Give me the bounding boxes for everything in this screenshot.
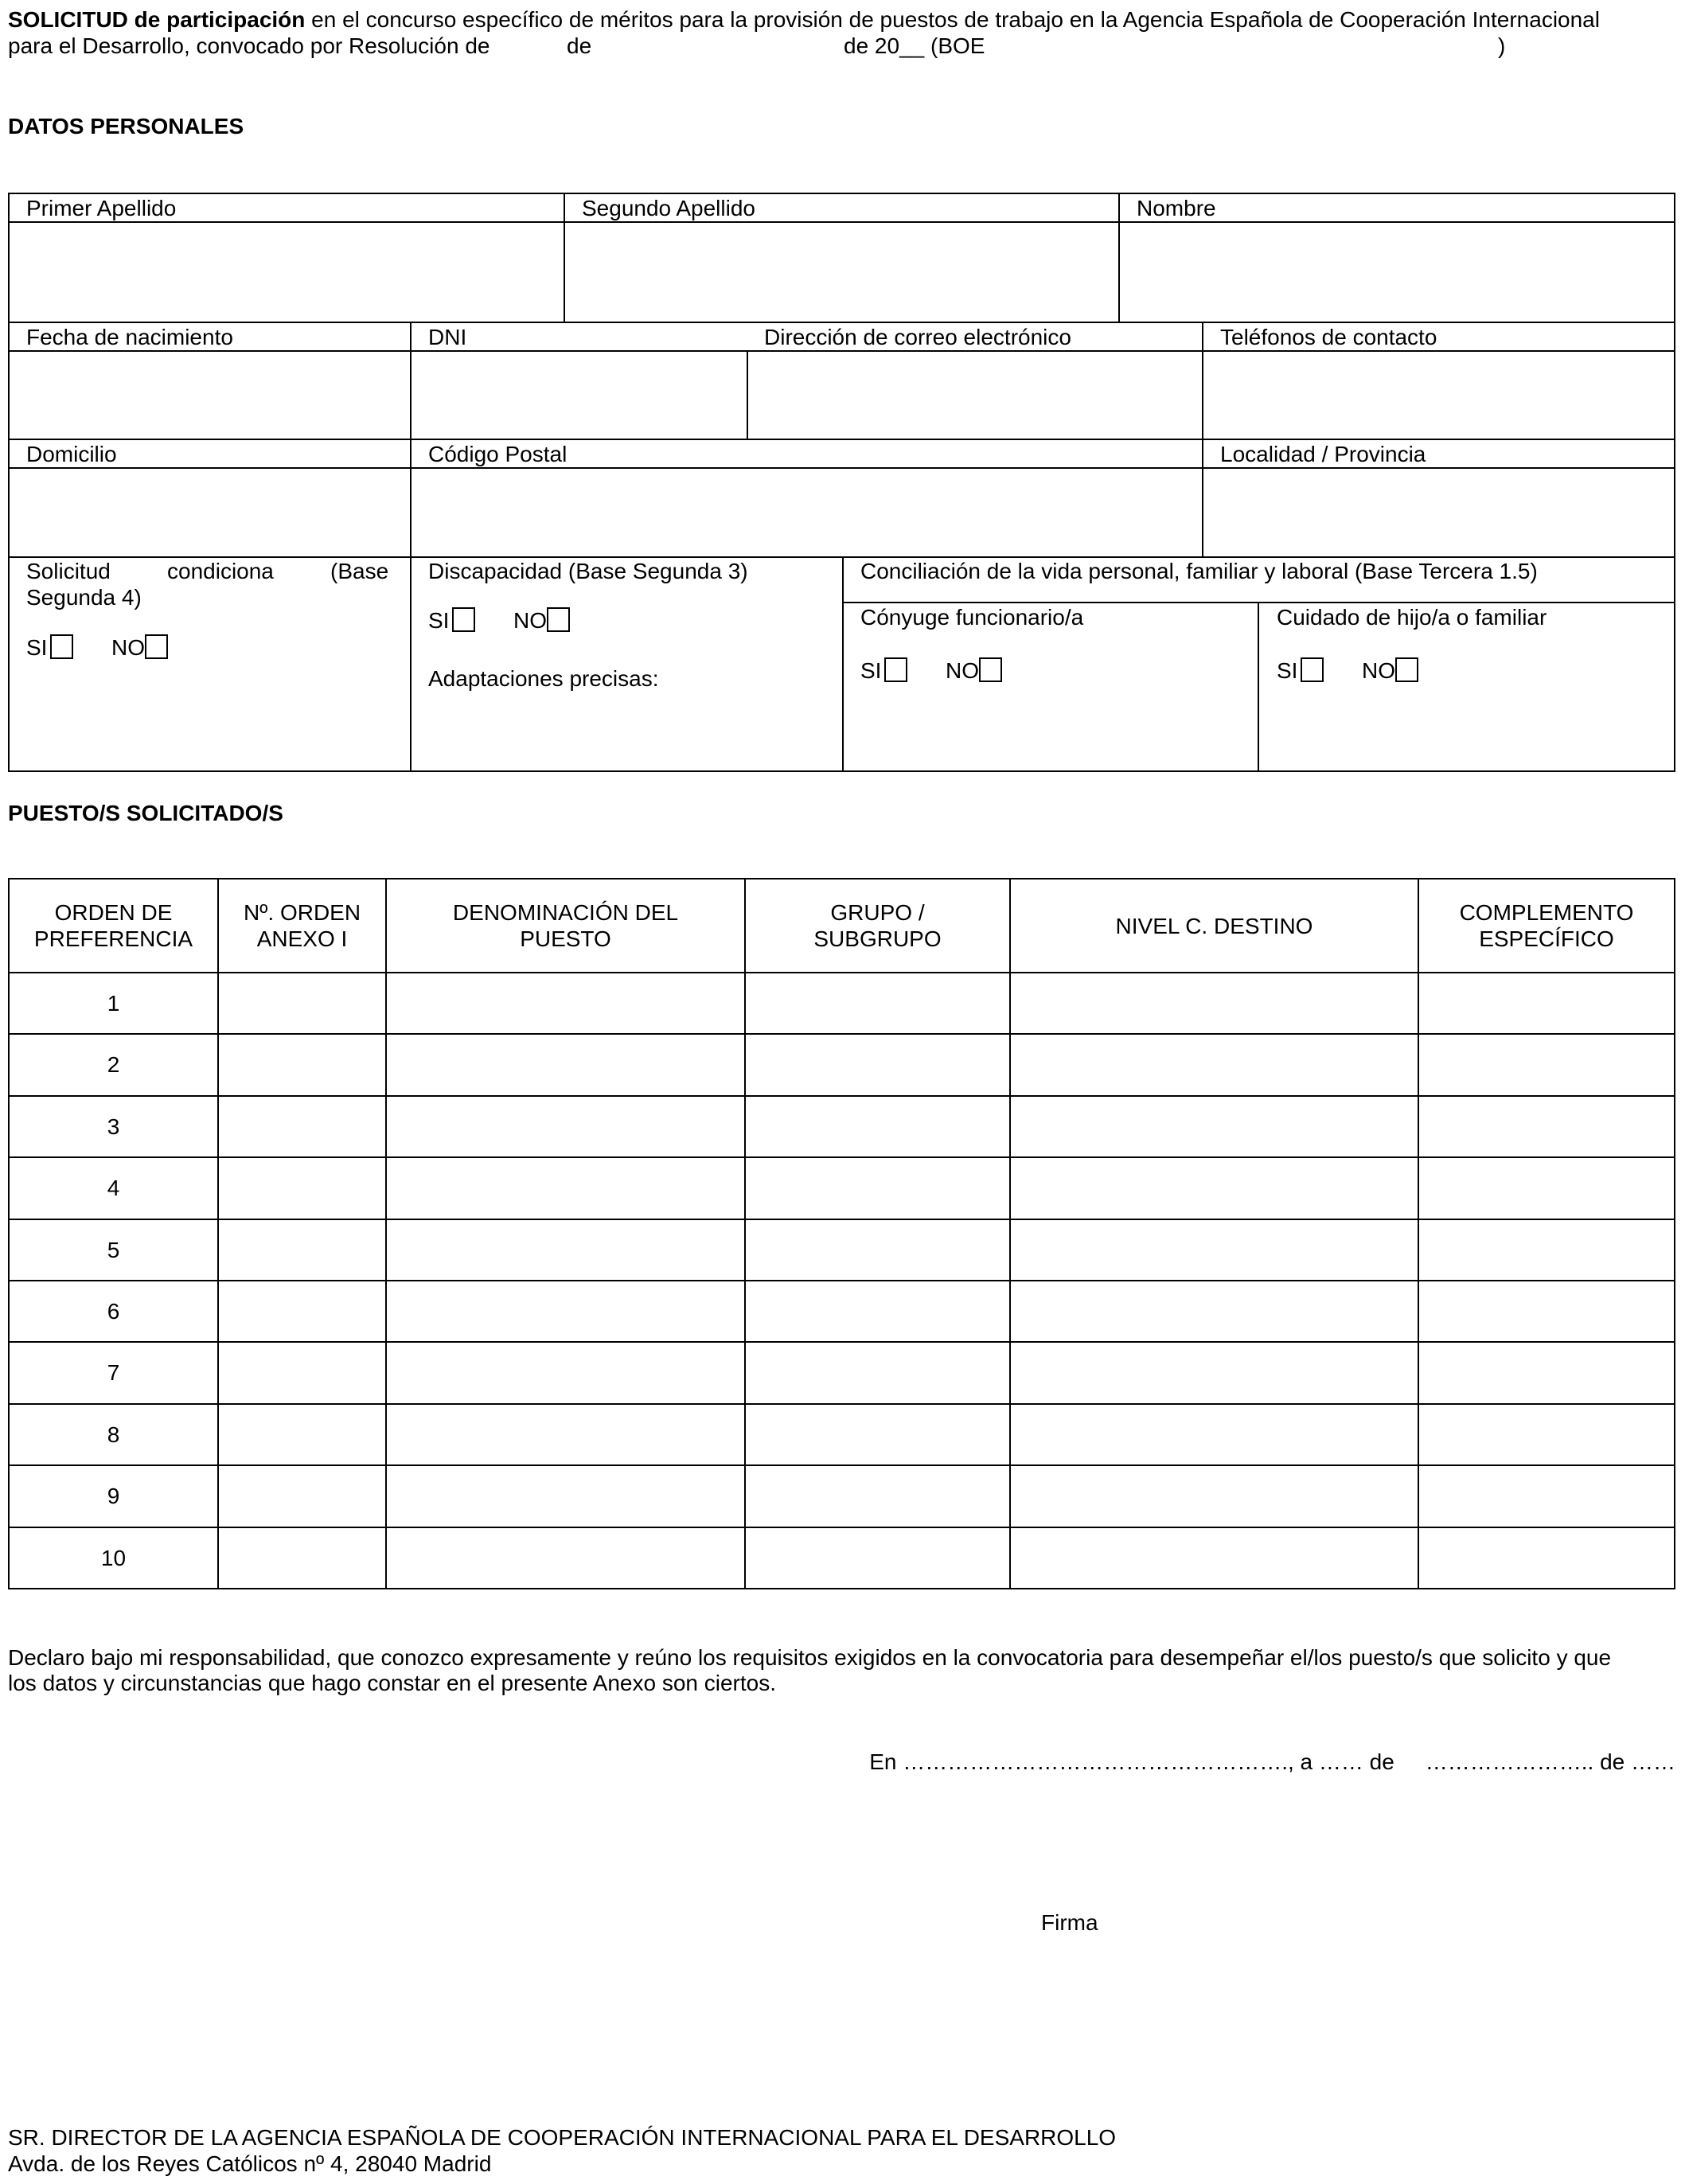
codigo-postal-field[interactable] (411, 469, 1202, 556)
conyuge-no-checkbox[interactable] (979, 657, 1002, 682)
footer-address: Avda. de los Reyes Católicos nº 4, 28040 Madrid (8, 2151, 492, 2176)
puesto-complemento-field[interactable] (1419, 1281, 1674, 1341)
primer-apellido-field[interactable] (10, 223, 564, 322)
primer-apellido-label: Primer Apellido (26, 196, 177, 220)
puesto-grupo-field[interactable] (746, 1097, 1009, 1156)
header-numero-orden (219, 879, 385, 972)
intro-bold: SOLICITUD de participación (8, 7, 306, 32)
nombre-field[interactable] (1120, 223, 1674, 322)
puesto-nivel-field[interactable] (1011, 1528, 1418, 1588)
dni-label: DNI (428, 325, 467, 349)
puesto-denominacion-field[interactable] (387, 1281, 744, 1341)
puesto-numero-orden-field[interactable] (219, 1343, 385, 1402)
firma-label: Firma (1041, 1910, 1098, 1935)
conyuge-si-checkbox[interactable] (884, 657, 907, 682)
puesto-complemento-field[interactable] (1419, 1405, 1674, 1464)
header-grupo (746, 879, 1009, 972)
puesto-numero-orden-field[interactable] (219, 1528, 385, 1588)
puesto-grupo-field[interactable] (746, 1528, 1009, 1588)
row-number: 3 (107, 1113, 120, 1139)
puesto-denominacion-field[interactable] (387, 1466, 744, 1526)
discapacidad-no-checkbox[interactable] (547, 607, 570, 632)
intro-line-2b: de (567, 33, 592, 58)
puesto-numero-orden-field[interactable] (219, 973, 385, 1033)
intro-line-1 (8, 7, 1600, 33)
cuidado-no-checkbox[interactable] (1395, 657, 1418, 682)
puesto-grupo-field[interactable] (746, 1158, 1009, 1218)
header-denominacion (387, 879, 744, 972)
header-text: NIVEL C. DESTINO (1115, 913, 1313, 938)
adaptaciones-label: Adaptaciones precisas: (428, 666, 659, 691)
puesto-complemento-field[interactable] (1419, 973, 1674, 1033)
puesto-nivel-field[interactable] (1011, 1466, 1418, 1526)
localidad-label: Localidad / Provincia (1220, 442, 1426, 466)
nombre-label: Nombre (1137, 196, 1216, 220)
intro-line-2d: ) (1498, 33, 1506, 58)
solicitud-no-checkbox[interactable] (145, 634, 168, 659)
localidad-field[interactable] (1203, 469, 1674, 556)
row-number: 2 (107, 1051, 120, 1077)
telefonos-field[interactable] (1203, 352, 1674, 439)
correo-field[interactable] (748, 352, 1202, 439)
header-text: ANEXO I (256, 926, 348, 951)
header-orden-preferencia (10, 879, 217, 972)
no-label: NO (111, 635, 145, 660)
fecha-nacimiento-label: Fecha de nacimiento (26, 325, 233, 349)
puesto-complemento-field[interactable] (1419, 1343, 1674, 1402)
discapacidad-si-option (428, 607, 475, 634)
puesto-complemento-field[interactable] (1419, 1035, 1674, 1094)
puesto-denominacion-field[interactable] (387, 1035, 744, 1094)
puesto-complemento-field[interactable] (1419, 1528, 1674, 1588)
puesto-complemento-field[interactable] (1419, 1220, 1674, 1280)
puesto-complemento-field[interactable] (1419, 1466, 1674, 1526)
fecha-nacimiento-field[interactable] (10, 352, 410, 439)
puesto-numero-orden-field[interactable] (219, 1281, 385, 1341)
header-text: GRUPO / (830, 900, 925, 925)
puesto-numero-orden-field[interactable] (219, 1466, 385, 1526)
row-number: 5 (107, 1237, 120, 1262)
header-text: Nº. ORDEN (243, 900, 361, 925)
lugar-fecha-line: En ……………………………………………., a …… de ………………….. de …… (869, 1749, 1675, 1774)
intro-text: en el concurso específico de méritos para la provisión de puestos de trabajo en la Agencia Española de Cooperación Internacional (311, 7, 1600, 32)
correo-label: Dirección de correo electrónico (764, 325, 1071, 349)
codigo-postal-label: Código Postal (428, 442, 568, 466)
header-text: PUESTO (520, 926, 611, 951)
puesto-denominacion-field[interactable] (387, 973, 744, 1033)
segundo-apellido-label: Segundo Apellido (582, 196, 755, 220)
row-number: 1 (107, 990, 120, 1016)
solicitud-si-option (26, 634, 73, 661)
puesto-denominacion-field[interactable] (387, 1405, 744, 1464)
puesto-denominacion-field[interactable] (387, 1528, 744, 1588)
datos-personales-heading: DATOS PERSONALES (8, 114, 244, 138)
puesto-nivel-field[interactable] (1011, 1097, 1418, 1156)
puesto-nivel-field[interactable] (1011, 1158, 1418, 1218)
header-text: SUBGRUPO (813, 926, 942, 951)
cuidado-no-option (1362, 657, 1418, 684)
puesto-nivel-field[interactable] (1011, 1220, 1418, 1280)
conciliacion-label: Conciliación de la vida personal, familiar y laboral (Base Tercera 1.5) (860, 559, 1538, 583)
row-number: 7 (107, 1359, 120, 1385)
puesto-grupo-field[interactable] (746, 1466, 1009, 1526)
discapacidad-si-checkbox[interactable] (452, 607, 475, 632)
puesto-numero-orden-field[interactable] (219, 1220, 385, 1280)
puesto-grupo-field[interactable] (746, 1220, 1009, 1280)
puestos-heading: PUESTO/S SOLICITADO/S (8, 801, 283, 825)
si-label: SI (26, 635, 48, 660)
puesto-grupo-field[interactable] (746, 1035, 1009, 1094)
no-label: NO (946, 658, 979, 683)
row-number: 4 (107, 1175, 120, 1200)
header-text: COMPLEMENTO (1459, 900, 1634, 925)
declaracion-line-2: los datos y circunstancias que hago constar en el presente Anexo son ciertos. (8, 1671, 777, 1695)
no-label: NO (513, 608, 547, 633)
solicitud-label-d: Segunda 4) (26, 585, 142, 610)
solicitud-no-option (111, 634, 168, 661)
header-nivel (1011, 879, 1418, 972)
solicitud-label-c: (Base (330, 559, 389, 583)
puesto-numero-orden-field[interactable] (219, 1097, 385, 1156)
si-label: SI (1277, 658, 1298, 683)
dni-field[interactable] (411, 352, 747, 439)
si-label: SI (428, 608, 450, 633)
conyuge-no-option (946, 657, 1002, 684)
puesto-grupo-field[interactable] (746, 1405, 1009, 1464)
segundo-apellido-field[interactable] (565, 223, 1118, 322)
row-number: 6 (107, 1298, 120, 1324)
domicilio-field[interactable] (10, 469, 410, 556)
conyuge-label: Cónyuge funcionario/a (860, 605, 1084, 630)
puesto-grupo-field[interactable] (746, 1281, 1009, 1341)
row-number: 9 (107, 1483, 120, 1508)
solicitud-label-a: Solicitud (26, 559, 111, 583)
puesto-grupo-field[interactable] (746, 973, 1009, 1033)
puesto-grupo-field[interactable] (746, 1343, 1009, 1402)
telefonos-label: Teléfonos de contacto (1220, 325, 1437, 349)
header-text: DENOMINACIÓN DEL (452, 900, 679, 925)
intro-line-2c: de 20__ (BOE (844, 33, 985, 58)
header-text: ORDEN DE (54, 900, 173, 925)
puesto-denominacion-field[interactable] (387, 1097, 744, 1156)
puesto-numero-orden-field[interactable] (219, 1035, 385, 1094)
puesto-nivel-field[interactable] (1011, 1281, 1418, 1341)
solicitud-label-b: condiciona (167, 559, 274, 583)
discapacidad-no-option (513, 607, 570, 634)
cuidado-si-checkbox[interactable] (1301, 657, 1324, 682)
puesto-denominacion-field[interactable] (387, 1343, 744, 1402)
puesto-nivel-field[interactable] (1011, 1405, 1418, 1464)
row-number: 10 (100, 1545, 127, 1570)
declaracion-line-1: Declaro bajo mi responsabilidad, que conozco expresamente y reúno los requisitos exigidos en la convocatoria para desempeñar el/los puesto/s que solicito y que (8, 1645, 1612, 1670)
footer-director: SR. DIRECTOR DE LA AGENCIA ESPAÑOLA DE COOPERACIÓN INTERNACIONAL PARA EL DESARROLLO (8, 2125, 1117, 2150)
puesto-numero-orden-field[interactable] (219, 1158, 385, 1218)
cuidado-label: Cuidado de hijo/a o familiar (1277, 605, 1547, 630)
puesto-numero-orden-field[interactable] (219, 1405, 385, 1464)
header-text: ESPECÍFICO (1479, 926, 1614, 951)
puesto-denominacion-field[interactable] (387, 1220, 744, 1280)
puesto-nivel-field[interactable] (1011, 1343, 1418, 1402)
domicilio-label: Domicilio (26, 442, 117, 466)
solicitud-si-checkbox[interactable] (50, 634, 73, 659)
puesto-nivel-field[interactable] (1011, 1035, 1418, 1094)
discapacidad-label: Discapacidad (Base Segunda 3) (428, 559, 748, 583)
puesto-complemento-field[interactable] (1419, 1097, 1674, 1156)
row-number: 8 (107, 1422, 120, 1447)
puesto-denominacion-field[interactable] (387, 1158, 744, 1218)
no-label: NO (1362, 658, 1395, 683)
conyuge-si-option (860, 657, 907, 684)
puesto-complemento-field[interactable] (1419, 1158, 1674, 1218)
cuidado-si-option (1277, 657, 1324, 684)
puesto-nivel-field[interactable] (1011, 973, 1418, 1033)
header-complemento (1419, 879, 1674, 972)
si-label: SI (860, 658, 882, 683)
intro-line-2a: para el Desarrollo, convocado por Resolución de (8, 33, 490, 58)
header-text: PREFERENCIA (33, 926, 193, 951)
